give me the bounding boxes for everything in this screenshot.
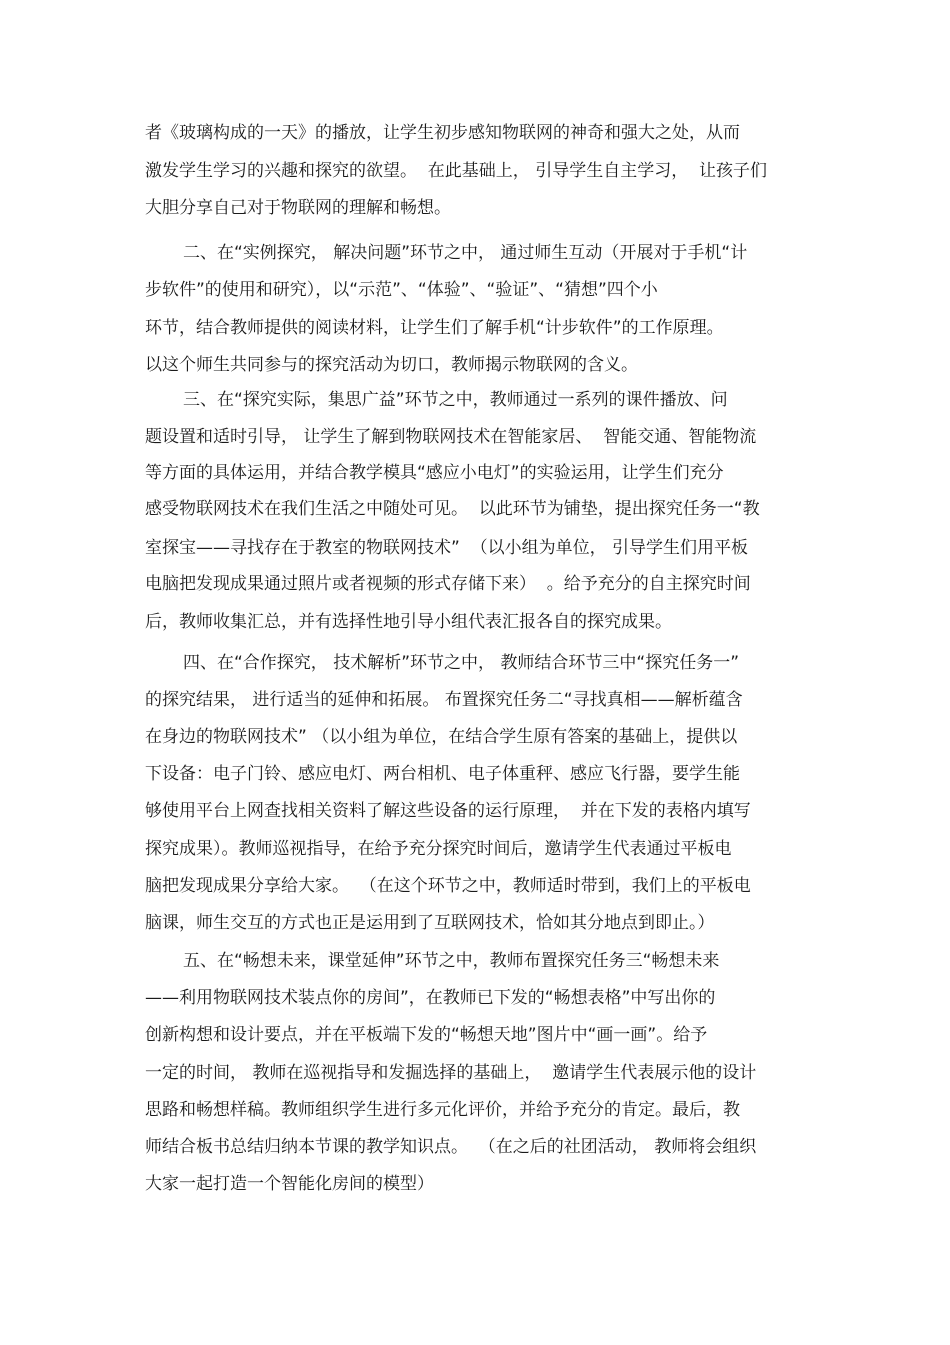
text-line: 探究成果）。教师巡视指导，在给予充分探究时间后，邀请学生代表通过平板电 xyxy=(145,839,732,859)
text-line: 的探究结果， 进行适当的延伸和拓展。 布置探究任务二“寻找真相——解析蕴含 xyxy=(145,690,743,710)
text-line: 在身边的物联网技术” （以小组为单位，在结合学生原有答案的基础上，提供以 xyxy=(145,727,738,747)
text-line: 脑课，师生交互的方式也正是运用到了互联网技术，恰如其分地点到即止。） xyxy=(145,913,715,933)
text-line: 师结合板书总结归纳本节课的教学知识点。 （在之后的社团活动， 教师将会组织 xyxy=(145,1137,757,1157)
text-line: 题设置和适时引导， 让学生了解到物联网技术在智能家居、 智能交通、智能物流 xyxy=(145,427,757,447)
text-line: 一定的时间， 教师在巡视指导和发掘选择的基础上， 邀请学生代表展示他的设计 xyxy=(145,1063,757,1083)
text-line: 激发学生学习的兴趣和探究的欲望。 在此基础上， 引导学生自主学习， 让孩子们 xyxy=(145,161,768,181)
text-line: 大家一起打造一个智能化房间的模型） xyxy=(145,1174,434,1194)
text-line: 后，教师收集汇总，并有选择性地引导小组代表汇报各自的探究成果。 xyxy=(145,612,672,632)
text-line: 感受物联网技术在我们生活之中随处可见。 以此环节为铺垫，提出探究任务一“教 xyxy=(145,499,760,519)
text-line: 够使用平台上网查找相关资料了解这些设备的运行原理， 并在下发的表格内填写 xyxy=(145,801,751,821)
text-line: 五、在“畅想未来，课堂延伸”环节之中，教师布置探究任务三“畅想未来 xyxy=(183,951,720,971)
text-line: 以这个师生共同参与的探究活动为切口，教师揭示物联网的含义。 xyxy=(145,355,638,375)
text-line: 环节，结合教师提供的阅读材料，让学生们了解手机“计步软件”的工作原理。 xyxy=(145,318,724,338)
text-line: 三、在“探究实际，集思广益”环节之中，教师通过一系列的课件播放、问 xyxy=(183,390,728,410)
text-line: 脑把发现成果分享给大家。 （在这个环节之中，教师适时带到，我们上的平板电 xyxy=(145,876,751,896)
text-line: ——利用物联网技术装点你的房间”，在教师已下发的“畅想表格”中写出你的 xyxy=(145,988,716,1008)
text-line: 室探宝——寻找存在于教室的物联网技术” （以小组为单位， 引导学生们用平板 xyxy=(145,538,749,558)
text-line: 等方面的具体运用，并结合教学模具“感应小电灯”的实验运用，让学生们充分 xyxy=(145,463,724,483)
text-line: 二、在“实例探究， 解决问题”环节之中， 通过师生互动（开展对于手机“计 xyxy=(183,243,748,263)
text-line: 电脑把发现成果通过照片或者视频的形式存储下来） 。给予充分的自主探究时间 xyxy=(145,574,751,594)
text-line: 创新构想和设计要点，并在平板端下发的“畅想天地”图片中“画一画”。给予 xyxy=(145,1025,708,1045)
text-line: 四、在“合作探究， 技术解析”环节之中， 教师结合环节三中“探究任务一” xyxy=(183,653,740,673)
text-line: 思路和畅想样稿。教师组织学生进行多元化评价，并给予充分的肯定。最后，教 xyxy=(145,1100,740,1120)
text-line: 下设备：电子门铃、感应电灯、两台相机、电子体重秤、感应飞行器，要学生能 xyxy=(145,764,740,784)
text-line: 步软件”的使用和研究），以“示范”、“体验”、“验证”、“猜想”四个小 xyxy=(145,280,658,300)
text-line: 大胆分享自己对于物联网的理解和畅想。 xyxy=(145,198,451,218)
text-line: 者《玻璃构成的一天》的播放，让学生初步感知物联网的神奇和强大之处，从而 xyxy=(145,123,740,143)
